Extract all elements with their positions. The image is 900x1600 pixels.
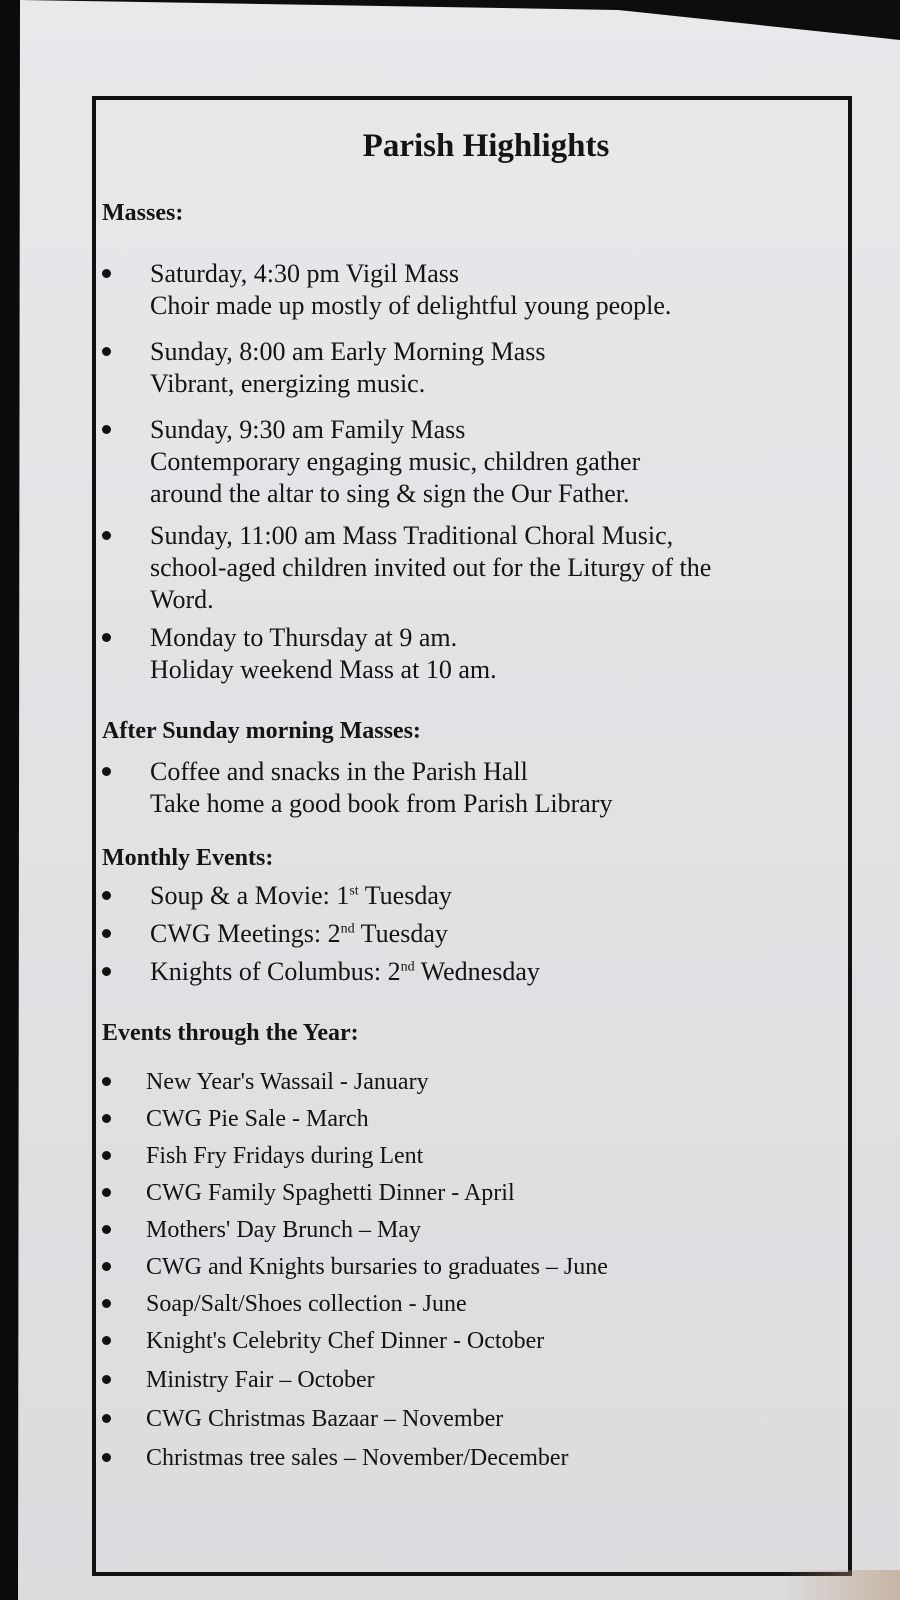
bullet-icon bbox=[102, 1262, 111, 1271]
mass-weekday: Monday to Thursday at 9 am. Holiday weekend Mass at 10 am. bbox=[150, 623, 497, 684]
bullet-icon bbox=[102, 633, 111, 642]
bullet-icon bbox=[102, 891, 111, 900]
event-tree-sales: Christmas tree sales – November/December bbox=[146, 1445, 569, 1471]
bullet-icon bbox=[102, 1188, 111, 1197]
bullet-icon bbox=[102, 767, 111, 776]
mass-sunday-early: Sunday, 8:00 am Early Morning Mass Vibrant, energizing music. bbox=[150, 337, 546, 398]
bullet-icon bbox=[102, 425, 111, 434]
bullet-icon bbox=[102, 1077, 111, 1086]
bullet-icon bbox=[102, 531, 111, 540]
bullet-icon bbox=[102, 1151, 111, 1160]
mass-sunday-traditional: Sunday, 11:00 am Mass Traditional Choral Music, school-aged children invited out for the Liturgy of the Word. bbox=[150, 521, 712, 614]
event-ministry-fair: Ministry Fair – October bbox=[146, 1367, 375, 1393]
mass-saturday-vigil: Saturday, 4:30 pm Vigil Mass Choir made up mostly of delightful young people. bbox=[150, 259, 672, 320]
event-christmas-bazaar: CWG Christmas Bazaar – November bbox=[146, 1406, 504, 1432]
event-fish-fry: Fish Fry Fridays during Lent bbox=[146, 1143, 424, 1169]
bullet-icon bbox=[102, 967, 111, 976]
bullet-icon bbox=[102, 1336, 111, 1345]
masses-heading: Masses: bbox=[102, 200, 184, 226]
after-sunday-heading: After Sunday morning Masses: bbox=[102, 718, 421, 744]
event-bursaries: CWG and Knights bursaries to graduates – June bbox=[146, 1254, 608, 1280]
bullet-icon bbox=[102, 1114, 111, 1123]
bullet-icon bbox=[102, 347, 111, 356]
after-sunday-coffee: Coffee and snacks in the Parish Hall Take home a good book from Parish Library bbox=[150, 757, 613, 818]
monthly-knights: Knights of Columbus: 2nd Wednesday bbox=[150, 957, 540, 986]
event-pie-sale: CWG Pie Sale - March bbox=[146, 1106, 369, 1132]
mass-sunday-family: Sunday, 9:30 am Family Mass Contemporary engaging music, children gather around the altar to sing & sign the Our Father. bbox=[150, 415, 641, 508]
page-title: Parish Highlights bbox=[362, 128, 610, 164]
bullet-icon bbox=[102, 1375, 111, 1384]
monthly-heading: Monthly Events: bbox=[102, 845, 274, 871]
bullet-icon bbox=[102, 1414, 111, 1423]
year-events-heading: Events through the Year: bbox=[102, 1020, 359, 1046]
event-celebrity-chef: Knight's Celebrity Chef Dinner - October bbox=[146, 1328, 545, 1354]
event-wassail: New Year's Wassail - January bbox=[146, 1069, 429, 1095]
event-spaghetti-dinner: CWG Family Spaghetti Dinner - April bbox=[146, 1180, 515, 1206]
monthly-cwg-meetings: CWG Meetings: 2nd Tuesday bbox=[150, 919, 448, 948]
bullet-icon bbox=[102, 929, 111, 938]
bullet-icon bbox=[102, 269, 111, 278]
bullet-icon bbox=[102, 1225, 111, 1234]
bullet-icon bbox=[102, 1299, 111, 1308]
event-soap-salt-shoes: Soap/Salt/Shoes collection - June bbox=[146, 1291, 467, 1317]
bullet-icon bbox=[102, 1453, 111, 1462]
monthly-soup-movie: Soup & a Movie: 1st Tuesday bbox=[150, 881, 452, 910]
event-mothers-day: Mothers' Day Brunch – May bbox=[146, 1217, 421, 1243]
